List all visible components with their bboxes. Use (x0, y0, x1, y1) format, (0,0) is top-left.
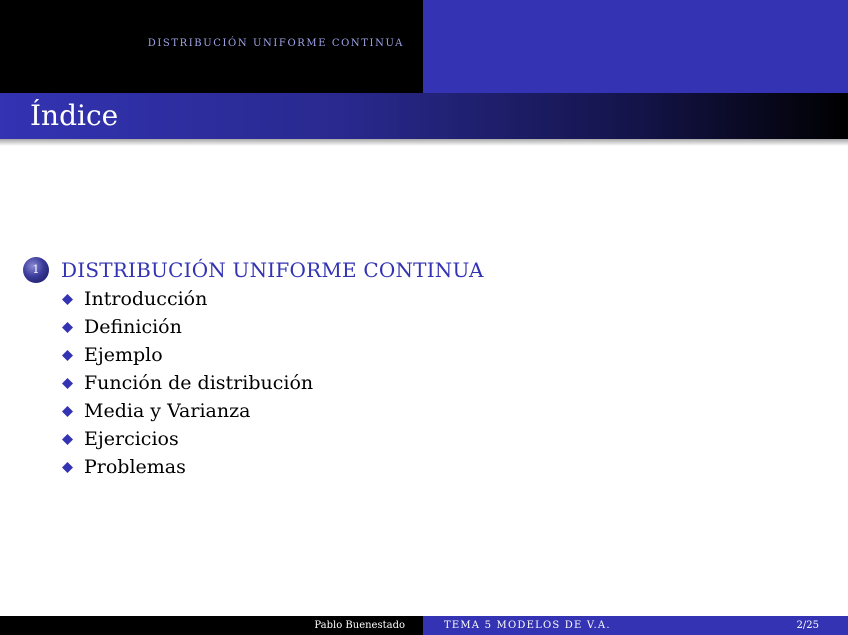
toc-subsection-media-y-varianza[interactable] (61, 397, 823, 425)
diamond-bullet-icon (61, 433, 74, 446)
toc-subsection-introduccion[interactable] (61, 285, 823, 313)
toc-subsection-ejercicios[interactable] (61, 425, 823, 453)
toc-subsection-label[interactable]: Definición (84, 316, 182, 338)
headline-section-panel (0, 0, 423, 93)
diamond-bullet-icon (61, 321, 74, 334)
frame-title: Índice (30, 99, 119, 132)
headline-section-link[interactable]: DISTRIBUCIÓN UNIFORME CONTINUA (147, 38, 404, 49)
toc-subsection-label[interactable]: Introducción (84, 288, 208, 310)
toc-subsection-list (23, 285, 823, 481)
diamond-bullet-icon (61, 377, 74, 390)
frame-title-shadow (0, 139, 848, 146)
table-of-contents (23, 255, 823, 481)
diamond-bullet-icon (61, 293, 74, 306)
footline-title: TEMA 5 MODELOS DE V.A. (444, 620, 611, 631)
diamond-bullet-icon (61, 461, 74, 474)
toc-subsection-label[interactable]: Ejercicios (84, 428, 179, 450)
toc-subsection-label[interactable]: Función de distribución (84, 372, 314, 394)
footline-author: Pablo Buenestado (314, 620, 405, 631)
toc-subsection-label[interactable]: Ejemplo (84, 344, 163, 366)
toc-subsection-label[interactable]: Problemas (84, 456, 186, 478)
headline-subsection-panel (423, 0, 848, 93)
page-number: 2/25 (796, 620, 819, 631)
footline-title-panel (423, 616, 848, 635)
toc-subsection-funcion-de-distribucion[interactable] (61, 369, 823, 397)
toc-subsection-problemas[interactable] (61, 453, 823, 481)
frame-title-bar (0, 93, 848, 139)
toc-section-label[interactable]: DISTRIBUCIÓN UNIFORME CONTINUA (61, 258, 484, 282)
footline (0, 616, 848, 635)
diamond-bullet-icon (61, 405, 74, 418)
section-number-ball-icon: 1 (23, 257, 49, 283)
toc-subsection-label[interactable]: Media y Varianza (84, 400, 251, 422)
diamond-bullet-icon (61, 349, 74, 362)
headline (0, 0, 848, 93)
footline-author-panel (0, 616, 423, 635)
toc-subsection-ejemplo[interactable] (61, 341, 823, 369)
toc-section-1[interactable] (23, 255, 823, 285)
toc-subsection-definicion[interactable] (61, 313, 823, 341)
